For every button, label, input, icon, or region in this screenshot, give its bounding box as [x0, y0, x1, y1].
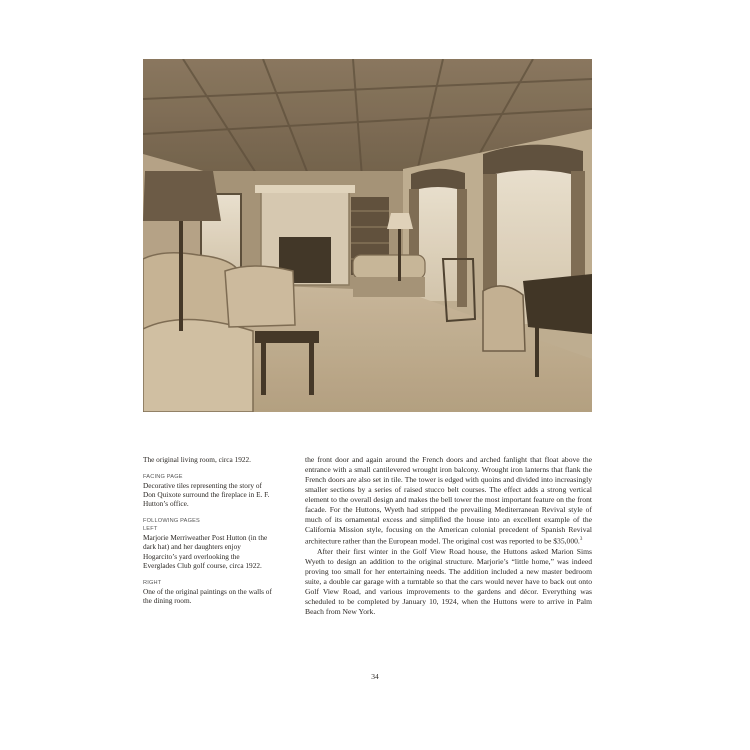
caption-column: [143, 455, 273, 614]
photo-caption: The original living room, circa 1922.: [143, 455, 252, 464]
following-pages-label: FOLLOWING PAGES: [143, 518, 200, 525]
living-room-illustration: [143, 59, 592, 412]
facing-page-caption: [143, 473, 273, 508]
right-label: RIGHT: [143, 579, 162, 586]
body-paragraph-1: the front door and again around the French doors and arched fanlight that float above the entrance with a small cantilevered wrought iron balcony. Wrought iron lanterns that flank the French doors are also set in tile. The tower is edged with quoins and divided into increasingly smaller sections by a series of raised stucco belt courses. The effect adds a strong vertical element to the overall design and makes the bell tower the most important feature on the front facade. For the Huttons, Wyeth had stripped the prevailing Mediterranean Revival style of much of its ornamental excess and simplified the house into an excellent example of the California Mission style, focusing on the American colonial precedent of Spanish Revival architecture rather than the European model. The original cost was reported to be $35,000.$^3$: [305, 455, 592, 546]
left-caption-text: Marjorie Merriweather Post Hutton (in the dark hat) and her daughters enjoy Hogarcito’s yard overlooking the Everglades Club golf course, circa 1922.: [143, 533, 268, 570]
body-paragraph-2: After their first winter in the Golf View Road house, the Huttons asked Marion Sims Wyeth to design an addition to the original structure. Marjorie’s “little home,” was indeed proving too small for her entertaining needs. The addition included a new master bedroom suite, a double car garage with a turntable so that the cars would never have to back out onto Golf View Road, and various improvements to the gardens and décor. Everything was scheduled to be completed by January 10, 1924, when the Huttons were to arrive in Palm Beach from New York.: [305, 546, 592, 617]
right-caption-text: One of the original paintings on the walls of the dining room.: [143, 586, 272, 605]
left-label: LEFT: [143, 526, 158, 533]
facing-page-text: Decorative tiles representing the story of Don Quixote surround the fireplace in E. F. Hutton’s office.: [143, 481, 270, 509]
body-text-column: [305, 455, 592, 617]
page-number: 34: [371, 672, 379, 681]
facing-page-label: FACING PAGE: [143, 474, 183, 481]
following-pages-caption: [143, 517, 273, 569]
living-room-photo: [143, 59, 592, 412]
right-caption: [143, 579, 273, 605]
footnote-reference: 3: [579, 537, 583, 543]
